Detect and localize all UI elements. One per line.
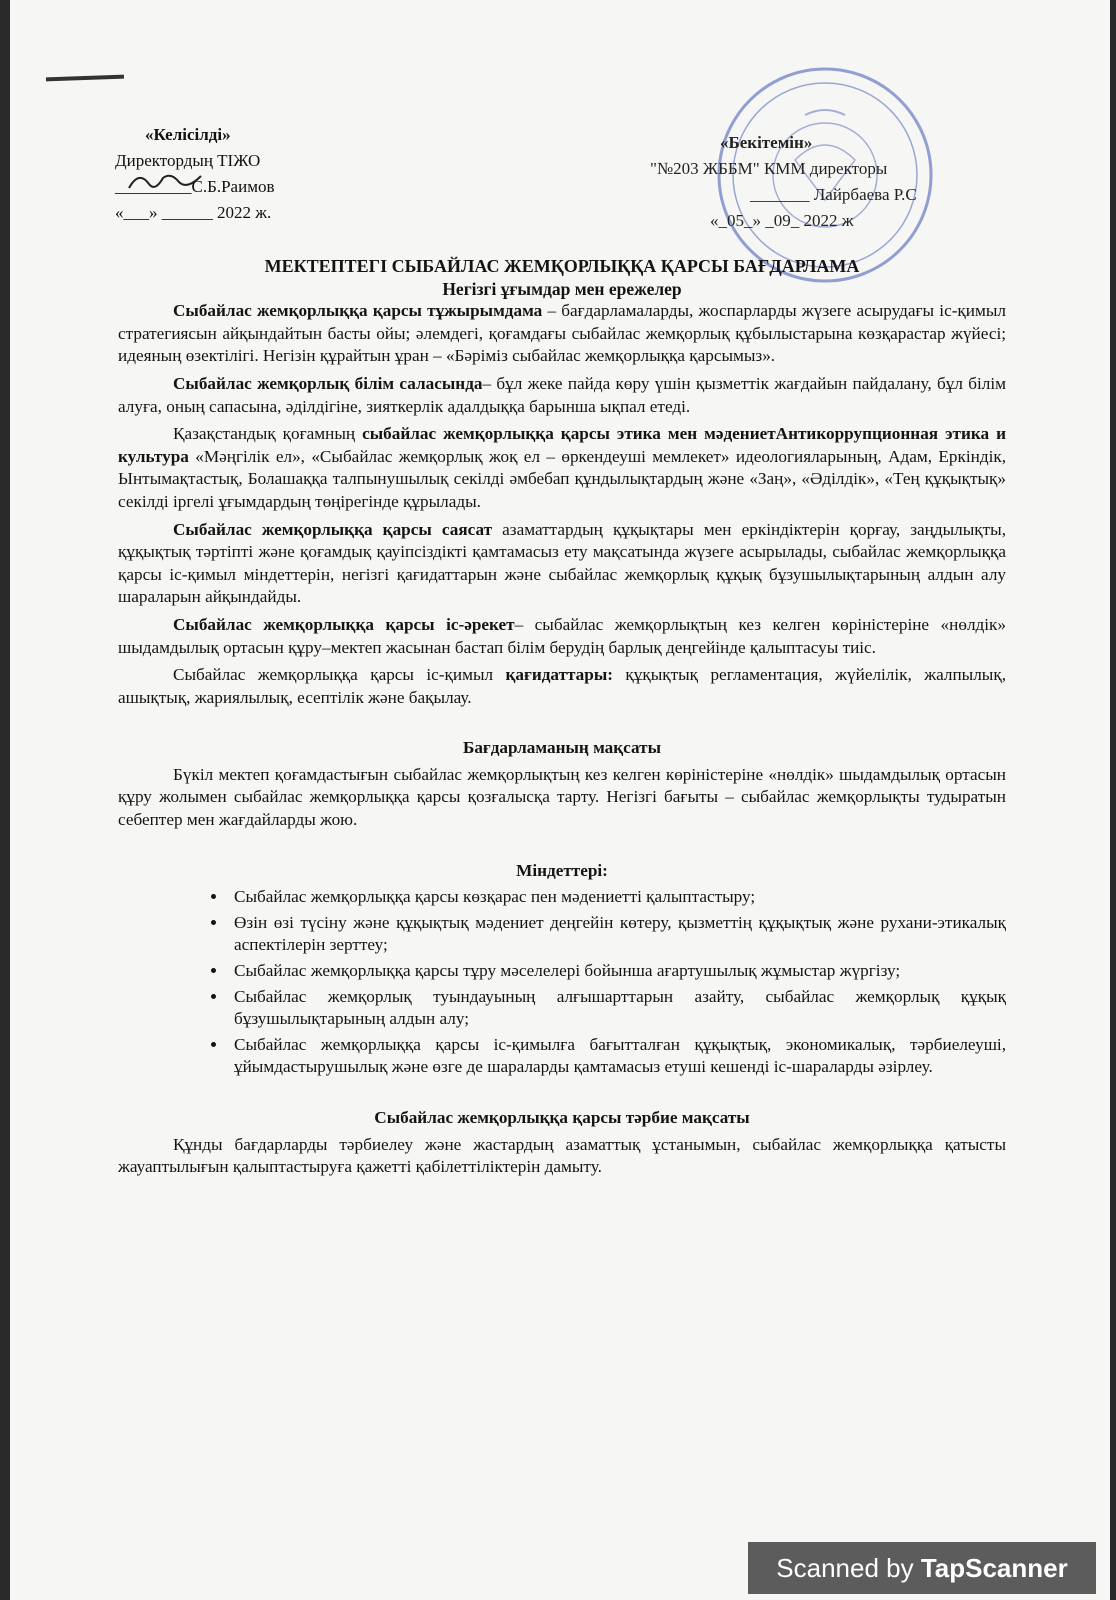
paragraph-text: – бағдарламаларды, жоспарларды жүзеге асырудағы іс-қимыл стратегиясын айқындайтын басты ойы; әлемдегі, қоғамдағы сыбайлас жемқорлық құбылыстарына көзқарастар жүйесі; идеяның өзектілігі. Негізін құрайтын ұран – «Бәріміз сыбайлас жемқорлыққа қарсымыз». [118, 301, 1006, 366]
term: Сыбайлас жемқорлыққа қарсы саясат [173, 519, 493, 539]
approval-left-position: Директордың ТІЖО [115, 151, 261, 170]
paragraph-lead: Қазақстандық қоғамның [173, 424, 363, 444]
approval-right-label: «Бекітемін» [720, 133, 813, 152]
approval-right-date: «_05_» _09_ 2022 ж [710, 211, 854, 230]
term: қағидаттары: [505, 665, 613, 685]
paragraph-text: құқықтық регламентация, жүйелілік, жалпылық, ашықтық, жариялылық, есептілік және бақылау. [118, 665, 1006, 707]
paragraph-education [118, 373, 1006, 418]
list-item: • Өзін өзі түсіну және құқықтық мәдениет деңгейін көтеру, қызметтің құқықтық және рухани-этикалық аспектілерін зерттеу; [228, 912, 1006, 957]
scanner-watermark [748, 1542, 1096, 1594]
paragraph-principles [118, 664, 1006, 709]
paragraph-text: – бұл жеке пайда көру үшін қызметтік жағдайын пайдалану, бұл білім алуға, оның сапасына, әділдігіне, зияткерлік адалдыққа барынша ықпал етеді. [118, 373, 1006, 416]
watermark-prefix: Scanned by [776, 1553, 921, 1583]
approval-right-position: "№203 ЖББМ" КММ директоры [650, 159, 888, 178]
document-title: МЕКТЕПТЕГІ СЫБАЙЛАС ЖЕМҚОРЛЫҚҚА ҚАРСЫ БАҒДАРЛАМА [264, 256, 860, 276]
goal-heading: Бағдарламаның мақсаты [462, 738, 662, 758]
approval-block-right [650, 130, 917, 234]
term: Сыбайлас жемқорлыққа қарсы іс-әрекет [173, 614, 515, 634]
education-goal-heading: Сыбайлас жемқорлыққа қарсы тәрбие мақсаты [374, 1108, 750, 1127]
paragraph-ethics [118, 423, 1006, 513]
term: сыбайлас жемқорлыққа қарсы этика мен мәдениетАнтикоррупционная этика и культура [118, 424, 1006, 466]
approval-left-label: «Келісілді» [145, 125, 231, 144]
list-item: • Сыбайлас жемқорлыққа қарсы тұру мәселелері бойынша ағартушылық жұмыстар жүргізу; [228, 960, 1006, 983]
signature-mark-icon [125, 168, 205, 196]
paragraph-action [118, 614, 1006, 659]
approval-right-signature-line: _______ Лайрбаева Р.С [750, 185, 917, 204]
list-item: • Сыбайлас жемқорлық туындауының алғышарттарын азайту, сыбайлас жемқорлық құқық бұзушылықтарының алдын алу; [228, 986, 1006, 1031]
education-goal-text: Құнды бағдарларды тәрбиелеу және жастардың азаматтық ұстанымын, сыбайлас жемқорлыққа қатысты жауаптылығын қалыптастыруға қажетті қабілеттіліктерін дамыту. [118, 1134, 1006, 1177]
paragraph-text: – сыбайлас жемқорлықтың кез келген көріністеріне «нөлдік» шыдамдылық ортасын құру–мектеп жасынан бастап білім берудің барлық деңгейінде қалыптасуы тиіс. [118, 614, 1006, 657]
paragraph-lead: Сыбайлас жемқорлыққа қарсы іс-қимыл [173, 665, 506, 685]
document-page [10, 0, 1110, 1600]
document-body [118, 255, 1006, 1184]
paragraph-text: «Мәңгілік ел», «Сыбайлас жемқорлық жоқ ел – өркендеуші мемлекет» идеологияларының, Адам, Еркіндік, Ынтымақтастық, Болашаққа талпынушылық секілді әмбебап құндылықтардың және «Заң», «Әділдік», «Тең құқықтық» секілді іргелі ұғымдардың төңірегінде құрылады. [118, 446, 1006, 511]
tasks-heading: Міндеттері: [516, 860, 608, 880]
scan-artifact-line [46, 75, 124, 82]
term: Сыбайлас жемқорлық білім саласында [173, 373, 483, 393]
document-subtitle: Негізгі ұғымдар мен ережелер [442, 278, 682, 299]
paragraph-concept [118, 300, 1006, 368]
paragraph-text: азаматтардың құқықтары мен еркіндіктерін қорғау, заңдылықты, құқықтық тәртіпті және қоғамдық қауіпсіздікті қамтамасыз ету мақсатында жүзеге асырылады, сыбайлас жемқорлыққа қарсы іс-қимыл міндеттерін, негізгі қағидаттарын және сыбайлас жемқорлық құқық бұзушылықтарының алдын алу шараларын айқындайды. [118, 519, 1006, 607]
list-item: • Сыбайлас жемқорлыққа қарсы іс-қимылға бағытталған құқықтық, экономикалық, тәрбиелеуші, ұйымдастырушылық және өзге де шараларды қамтамасыз етуші кешенді іс-шараларды әзірлеу. [228, 1034, 1006, 1079]
list-item: • Сыбайлас жемқорлыққа қарсы көзқарас пен мәдениетті қалыптастыру; [228, 886, 1006, 909]
watermark-brand: TapScanner [920, 1553, 1068, 1583]
approval-left-date: «___» ______ 2022 ж. [115, 203, 272, 222]
approval-left-signature-line: _________С.Б.Раимов [115, 177, 275, 196]
paragraph-policy [118, 519, 1006, 609]
term: Сыбайлас жемқорлыққа қарсы тұжырымдама [173, 301, 543, 321]
tasks-list [118, 886, 1006, 1079]
goal-text: Бүкіл мектеп қоғамдастығын сыбайлас жемқорлықтың кез келген көріністеріне «нөлдік» шыдамдылық ортасын құру жолымен сыбайлас жемқорлыққа қарсы қозғалысқа тарту. Негізгі бағыты – сыбайлас жемқорлықты тудыратын себептер мен жағдайларды жою. [118, 764, 1006, 830]
